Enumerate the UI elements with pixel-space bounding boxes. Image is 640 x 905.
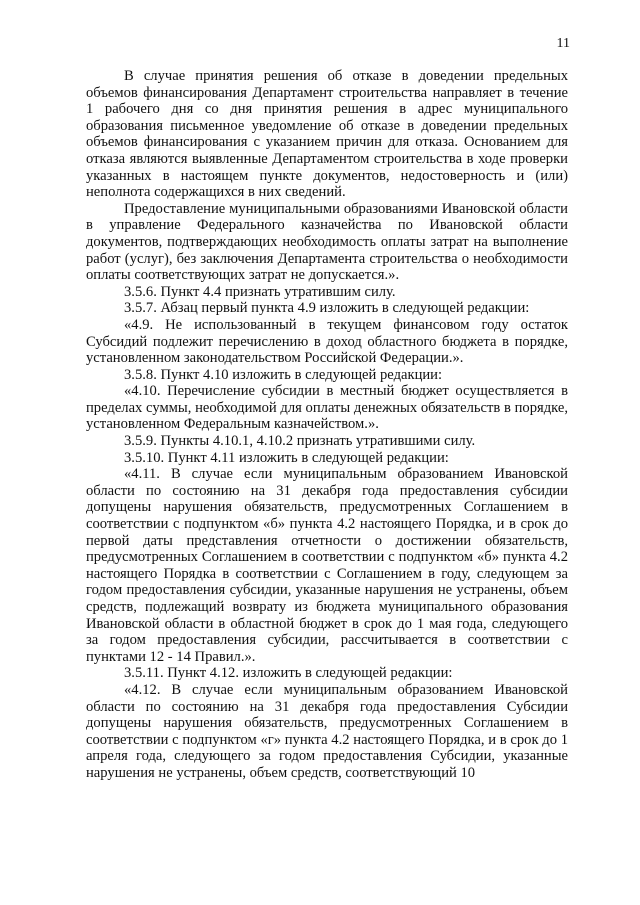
paragraph-3-5-11: 3.5.11. Пункт 4.12. изложить в следующей редакции: (124, 665, 453, 682)
document-body (86, 68, 568, 782)
paragraph-3-5-6: 3.5.6. Пункт 4.4 признать утратившим силу. (124, 283, 396, 300)
paragraph-3-5-10: 3.5.10. Пункт 4.11 изложить в следующей редакции: (124, 449, 449, 466)
paragraph-3-5-9: 3.5.9. Пункты 4.10.1, 4.10.2 признать утратившими силу. (124, 433, 476, 450)
paragraph-3-5-7: 3.5.7. Абзац первый пункта 4.9 изложить в следующей редакции: (124, 300, 530, 317)
paragraph-refusal-notice: В случае принятия решения об отказе в доведении предельных объемов финансирования Департамент строительства направляет в течение 1 рабочего дня со дня принятия решения в адрес муниципального образования письменное уведомление об отказе в доведении предельных объемов финансирования с указанием причин для отказа. Основанием для отказа являются выявленные Департаментом строительства в ходе проверки указанных в настоящем пункте документов, недостоверность и (или) неполнота содержащихся в них сведений. (86, 68, 568, 201)
paragraph-treasury-documents: Предоставление муниципальными образованиями Ивановской области в управление Федерального казначейства по Ивановской области документов, подтверждающих необходимость оплаты затрат на выполнение работ (услуг), без заключения Департамента строительства о необходимости оплаты соответствующих затрат не допускается.». (86, 200, 568, 284)
paragraph-3-5-8: 3.5.8. Пункт 4.10 изложить в следующей редакции: (124, 366, 443, 383)
page-number: 11 (556, 36, 570, 51)
paragraph-clause-4-11: «4.11. В случае если муниципальным образованием Ивановской области по состоянию на 31 декабря года предоставления субсидии допущены нарушения обязательств, предусмотренных Соглашением в соответствии с подпунктом «б» пункта 4.2 настоящего Порядка, и в срок до первой даты представления отчетности о достижении обязательств, предусмотренных Соглашением в соответствии с подпунктом «б» пункта 4.2 настоящего Порядка в соответствии с Соглашением в году, следующем за годом предоставления субсидии, указанные нарушения не устранены, объем средств, подлежащий возврату из бюджета муниципального образования Ивановской области в областной бюджет в срок до 1 мая года, следующего за годом предоставления субсидии, рассчитывается в соответствии с пунктами 12 - 14 Правил.». (86, 466, 568, 665)
paragraph-clause-4-12: «4.12. В случае если муниципальным образованием Ивановской области по состоянию на 31 декабря года предоставления Субсидии допущены нарушения обязательств, предусмотренных Соглашением в соответствии с подпунктом «г» пункта 4.2 настоящего Порядка, и в срок до 1 апреля года, следующего за годом предоставления Субсидии, указанные нарушения не устранены, объем средств, соответствующий 10 (86, 681, 568, 781)
paragraph-clause-4-10: «4.10. Перечисление субсидии в местный бюджет осуществляется в пределах суммы, необходимой для оплаты денежных обязательств в порядке, установленном Федеральным казначейством.». (86, 383, 568, 433)
paragraph-clause-4-9: «4.9. Не использованный в текущем финансовом году остаток Субсидий подлежит перечислению в доход областного бюджета в порядке, установленном законодательством Российской Федерации.». (86, 316, 568, 367)
